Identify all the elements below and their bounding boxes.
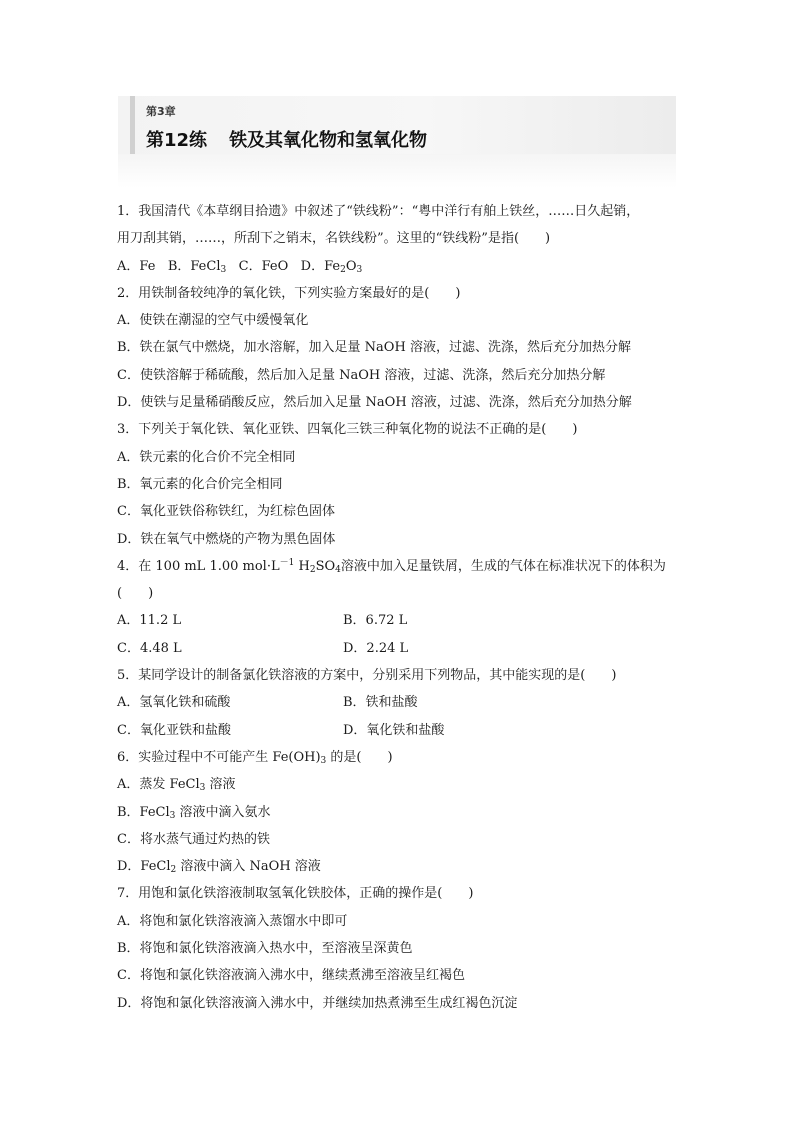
q4-option-b: B．6.72 L bbox=[343, 613, 408, 629]
page-header bbox=[118, 96, 676, 190]
q2-option-a: A．使铁在潮湿的空气中缓慢氧化 bbox=[117, 313, 309, 329]
q5-option-b: B．铁和盐酸 bbox=[343, 695, 418, 711]
q1-option-c: C．FeO bbox=[238, 258, 289, 274]
q4-stem-line1: 4．在 100 mL 1.00 $mol\cdot L^{-1}$ $H_2SO_4$溶液中加入足量铁屑，生成的气体在标准状况下的体积为 bbox=[117, 557, 666, 575]
q3-option-c: C．氧化亚铁俗称铁红，为红棕色固体 bbox=[117, 504, 335, 520]
q2-option-c: C．使铁溶解于稀硫酸，然后加入足量 NaOH 溶液，过滤、洗涤，然后充分加热分解 bbox=[117, 367, 606, 383]
q4-option-d: D．2.24 L bbox=[343, 640, 409, 656]
q6-option-c: C．将水蒸气通过灼热的铁 bbox=[117, 831, 270, 847]
q1-option-b: B．FeCl$_3$ bbox=[167, 258, 227, 275]
q3-option-b: B．氧元素的化合价完全相同 bbox=[117, 476, 283, 492]
q7-option-b: B．将饱和氯化铁溶液滴入热水中，至溶液呈深黄色 bbox=[117, 941, 413, 957]
q3-option-d: D．铁在氧气中燃烧的产物为黑色固体 bbox=[117, 531, 336, 547]
q4-stem-line2: ( ) bbox=[117, 586, 154, 602]
q3-stem: 3．下列关于氧化铁、氧化亚铁、四氧化三铁三种氧化物的说法不正确的是( ) bbox=[117, 422, 578, 438]
q7-option-d: D．将饱和氯化铁溶液滴入沸水中，并继续加热煮沸至生成红褐色沉淀 bbox=[117, 995, 518, 1011]
q1-option-a: A．Fe bbox=[117, 258, 156, 274]
q5-stem: 5．某同学设计的制备氯化铁溶液的方案中，分别采用下列物品，其中能实现的是( ) bbox=[117, 668, 617, 684]
q4-option-a: A．11.2 L bbox=[117, 613, 182, 629]
q5-options-row1 bbox=[117, 689, 683, 716]
header-shade bbox=[118, 154, 676, 188]
q1-option-d: D．$Fe_2O_3$ bbox=[300, 258, 363, 275]
q4-options-row2 bbox=[117, 635, 683, 662]
title-text: 铁及其氧化物和氢氧化物 bbox=[229, 130, 428, 151]
q5-options-row2 bbox=[117, 717, 683, 744]
q6-stem: 6．实验过程中不可能产生 $Fe(OH)_3$ 的是( ) bbox=[117, 749, 393, 766]
header-accent-stripe bbox=[130, 96, 135, 154]
q7-stem: 7．用饱和氯化铁溶液制取氢氧化铁胶体，正确的操作是( ) bbox=[117, 886, 474, 902]
q6-option-b: B．FeCl$_3$ 溶液中滴入氨水 bbox=[117, 804, 271, 821]
q4-option-c: C．4.48 L bbox=[117, 640, 182, 656]
q1-options bbox=[117, 253, 683, 280]
q5-option-a: A．氢氧化铁和硫酸 bbox=[117, 695, 231, 711]
q7-option-c: C．将饱和氯化铁溶液滴入沸水中，继续煮沸至溶液呈红褐色 bbox=[117, 968, 465, 984]
q2-stem: 2．用铁制备较纯净的氧化铁，下列实验方案最好的是( ) bbox=[117, 285, 461, 301]
q2-option-b: B．铁在氯气中燃烧，加水溶解，加入足量 NaOH 溶液，过滤、洗涤，然后充分加热分解 bbox=[117, 340, 631, 356]
question-list bbox=[117, 198, 683, 1017]
q1-stem-line1: 1．我国清代《本草纲目拾遗》中叙述了“铁线粉”：“粤中洋行有舶上铁丝，……日久起销， bbox=[117, 204, 640, 219]
q4-options-row1 bbox=[117, 607, 683, 634]
page-title bbox=[146, 126, 427, 152]
title-number: 第12练 bbox=[146, 130, 208, 151]
q6-option-d: D．FeCl$_2$ 溶液中滴入 NaOH 溶液 bbox=[117, 859, 321, 876]
q3-option-a: A．铁元素的化合价不完全相同 bbox=[117, 449, 296, 465]
q7-option-a: A．将饱和氯化铁溶液滴入蒸馏水中即可 bbox=[117, 913, 348, 929]
chapter-label: 第3章 bbox=[146, 105, 176, 118]
q6-option-a: A．蒸发 FeCl$_3$ 溶液 bbox=[117, 777, 236, 794]
q5-option-d: D．氧化铁和盐酸 bbox=[343, 722, 445, 738]
q1-stem-line2: 用刀刮其销，……，所刮下之销末，名铁线粉”。这里的“铁线粉”是指( ) bbox=[117, 231, 551, 247]
q2-option-d: D．使铁与足量稀硝酸反应，然后加入足量 NaOH 溶液，过滤、洗涤，然后充分加热分解 bbox=[117, 395, 632, 411]
q5-option-c: C．氧化亚铁和盐酸 bbox=[117, 722, 231, 738]
